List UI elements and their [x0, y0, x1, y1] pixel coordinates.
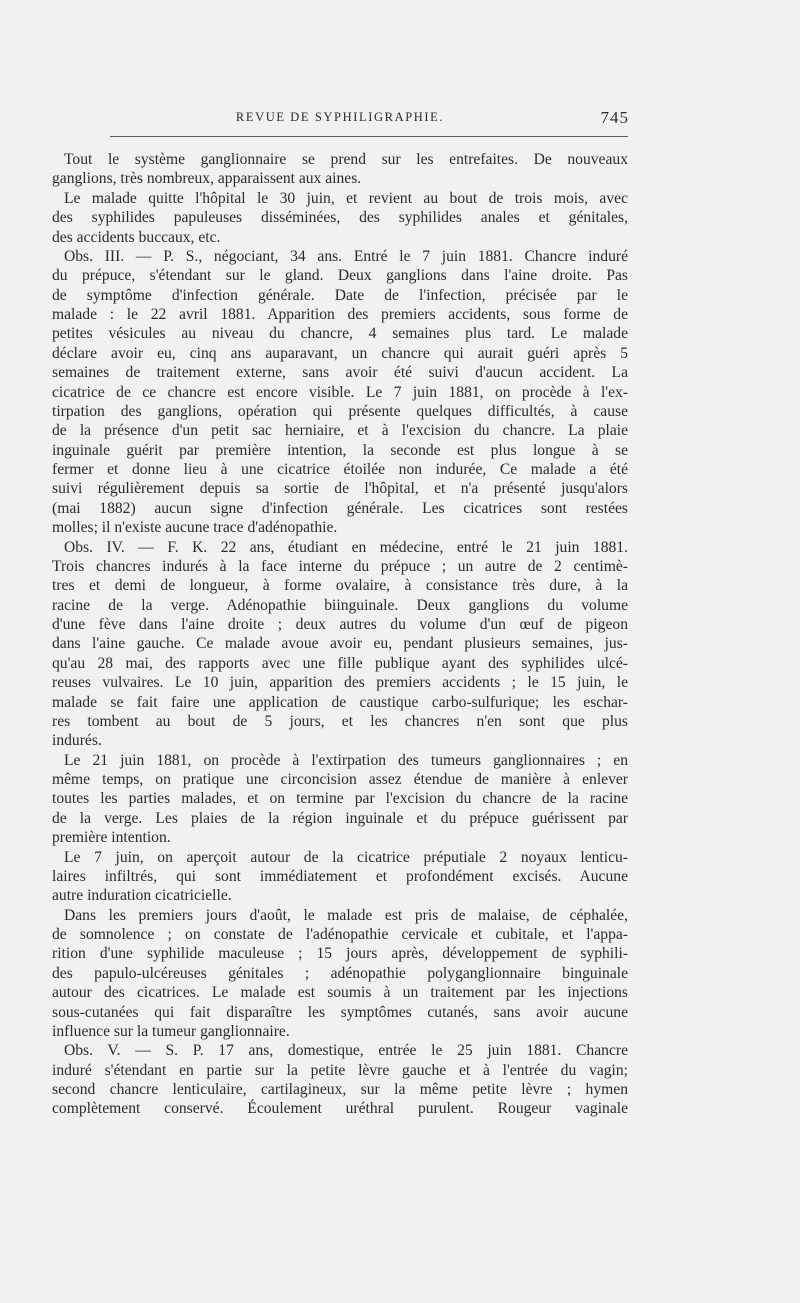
text-line: Le 21 juin 1881, on procède à l'extirpation des tumeurs ganglionnaires ; en	[64, 751, 628, 769]
text-line: autre induration cicatricielle.	[52, 887, 232, 905]
text-line: rition d'une syphilide maculeuse ; 15 jours après, développement de syphili-	[52, 945, 628, 963]
text-line: complètement conservé. Écoulement uréthral purulent. Rougeur vaginale	[52, 1100, 628, 1118]
text-line: res tombent au bout de 5 jours, et les chancres n'en sont que plus	[52, 712, 628, 730]
text-line: autour des cicatrices. Le malade est soumis à un traitement par les injections	[52, 984, 628, 1002]
text-line: petites vésicules au niveau du chancre, 4 semaines plus tard. Le malade	[52, 325, 628, 343]
text-line: de somnolence ; on constate de l'adénopathie cervicale et cubitale, et l'appa-	[52, 926, 628, 943]
text-line: toutes les parties malades, et on termine par l'excision du chancre de la racine	[52, 790, 628, 808]
text-line: dans l'aine gauche. Ce malade avoue avoir eu, pendant plusieurs semaines, jus-	[52, 635, 628, 653]
text-line: qu'au 28 mai, des rapports avec une fille publique ayant des syphilides ulcé-	[52, 654, 628, 672]
text-line: influence sur la tumeur ganglionnaire.	[52, 1022, 290, 1040]
text-line: (mai 1882) aucun signe d'infection générale. Les cicatrices sont restées	[52, 499, 628, 517]
header-rule	[110, 136, 628, 137]
text-line: du prépuce, s'étendant sur le gland. Deux ganglions dans l'aine droite. Pas	[52, 267, 628, 285]
body-text	[52, 150, 628, 1119]
page-number: 745	[600, 108, 629, 127]
text-line: Obs. III. — P. S., négociant, 34 ans. Entré le 7 juin 1881. Chancre induré	[64, 247, 628, 265]
text-line: première intention.	[52, 829, 171, 847]
text-line: Obs. V. — S. P. 17 ans, domestique, entrée le 25 juin 1881. Chancre	[64, 1042, 628, 1060]
text-line: des syphilides papuleuses disséminées, des syphilides anales et génitales,	[52, 209, 628, 227]
text-line: racine de la verge. Adénopathie biinguinale. Deux ganglions du volume	[52, 596, 628, 614]
text-line: de la verge. Les plaies de la région inguinale et du prépuce guérissent par	[52, 809, 628, 827]
text-line: induré s'étendant en partie sur la petite lèvre gauche et à l'entrée du vagin;	[52, 1061, 628, 1079]
text-line: d'une fève dans l'aine droite ; deux autres du volume d'un œuf de pigeon	[52, 616, 628, 633]
text-line: tirpation des ganglions, opération qui présente quelques difficultés, à cause	[52, 402, 628, 420]
text-line: ganglions, très nombreux, apparaissent aux aines.	[52, 170, 362, 188]
text-line: fermer et donne lieu à une cicatrice étoilée non indurée, Ce malade a été	[52, 461, 628, 478]
text-line: déclare avoir eu, cinq ans auparavant, un chancre qui aurait guéri après 5	[52, 344, 628, 362]
text-line: cicatrice de ce chancre est encore visible. Le 7 juin 1881, on procède à l'ex-	[52, 383, 628, 401]
text-line: de la présence d'un petit sac herniaire, et à l'excision du chancre. La plaie	[52, 422, 628, 440]
text-line: inguinale guérit par première intention, la seconde est plus longue à se	[52, 441, 628, 459]
text-line: malade : le 22 avril 1881. Apparition des premiers accidents, sous forme de	[52, 306, 628, 323]
running-title: REVUE DE SYPHILIGRAPHIE.	[235, 110, 445, 124]
text-line: tres et demi de longueur, à forme ovalaire, à consistance très dure, à la	[52, 577, 628, 595]
text-line: indurés.	[52, 732, 102, 750]
text-line: Le malade quitte l'hôpital le 30 juin, et revient au bout de trois mois, avec	[64, 189, 628, 207]
running-head	[0, 108, 800, 130]
text-line: second chancre lenticulaire, cartilagineux, sur la même petite lèvre ; hymen	[52, 1081, 628, 1098]
text-line: Tout le système ganglionnaire se prend sur les entrefaites. De nouveaux	[64, 151, 628, 168]
text-line: Dans les premiers jours d'août, le malade est pris de malaise, de céphalée,	[64, 906, 628, 924]
text-line: Le 7 juin, on aperçoit autour de la cicatrice préputiale 2 noyaux lenticu-	[64, 848, 628, 866]
text-line: des accidents buccaux, etc.	[52, 228, 221, 246]
text-line: même temps, on pratique une circoncision assez étendue de manière à enlever	[52, 771, 628, 788]
text-line: sous-cutanées qui fait disparaître les symptômes cutanés, sans avoir aucune	[52, 1003, 628, 1021]
text-line: suivi régulièrement depuis sa sortie de l'hôpital, et n'a présenté jusqu'alors	[52, 480, 628, 498]
text-line: reuses vulvaires. Le 10 juin, apparition des premiers accidents ; le 15 juin, le	[52, 674, 628, 692]
text-line: des papulo-ulcéreuses génitales ; adénopathie polyganglionnaire binguinale	[52, 964, 628, 982]
text-line: laires infiltrés, qui sont immédiatement et profondément excisés. Aucune	[52, 867, 628, 885]
text-line: semaines de traitement externe, sans avoir été suivi d'aucun accident. La	[52, 364, 628, 382]
text-line: Trois chancres indurés à la face interne du prépuce ; un autre de 2 centimè-	[52, 557, 628, 575]
text-line: molles; il n'existe aucune trace d'adénopathie.	[52, 519, 338, 537]
text-line: Obs. IV. — F. K. 22 ans, étudiant en médecine, entré le 21 juin 1881.	[64, 538, 628, 556]
text-line: malade se fait faire une application de caustique carbo-sulfurique; les eschar-	[52, 693, 628, 711]
text-line: de symptôme d'infection générale. Date de l'infection, précisée par le	[52, 286, 628, 304]
